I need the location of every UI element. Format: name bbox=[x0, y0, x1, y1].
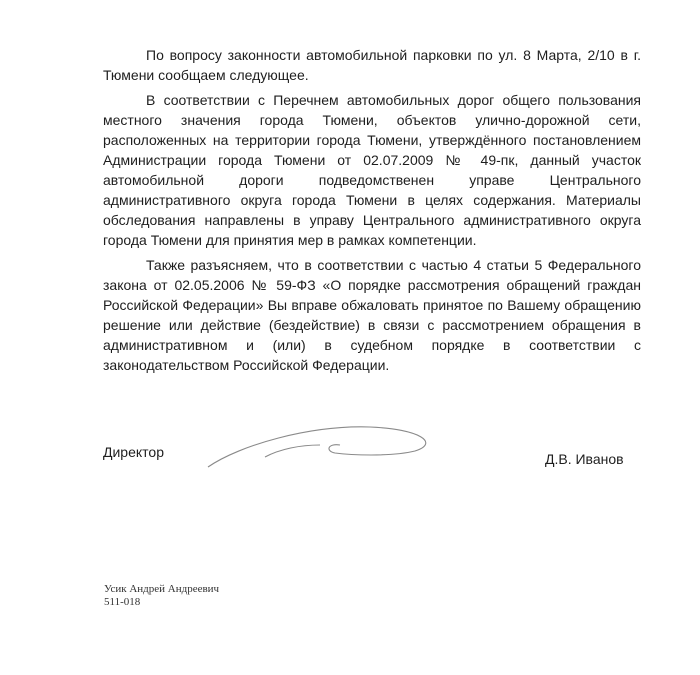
letter-body bbox=[103, 45, 641, 375]
executor-name: Усик Андрей Андреевич bbox=[104, 583, 220, 595]
executor-phone: 511-018 bbox=[104, 596, 141, 608]
signatory-position: Директор bbox=[103, 444, 164, 460]
paragraph-appeal-rights: Также разъясняем, что в соответствии с частью 4 статьи 5 Федерального закона от 02.05.2006 № 59-ФЗ «О порядке рассмотрения обращений граждан Российской Федерации» Вы вправе обжаловать принятое по Вашему обращению решение или действие (бездействие) в связи с рассмотрением обращения в административном и (или) в судебном порядке в соответствии с законодательством Российской Федерации. bbox=[103, 257, 641, 373]
executor-info bbox=[104, 583, 219, 609]
handwritten-signature bbox=[200, 415, 440, 475]
paragraph-road-jurisdiction: В соответствии с Перечнем автомобильных дорог общего пользования местного значения города Тюмени, объектов улично-дорожной сети, расположенных на территории города Тюмени, утверждённого постановлением Администрации города Тюмени от 02.07.2009 № 49-пк, данный участок автомобильной дороги подведомственен управе Центрального административного округа города Тюмени в целях содержания. Материалы обследования направлены в управу Центрального административного округа города Тюмени для принятия мер в рамках компетенции. bbox=[103, 92, 641, 248]
signatory-name: Д.В. Иванов bbox=[545, 451, 624, 467]
paragraph-parking-question: По вопросу законности автомобильной парковки по ул. 8 Марта, 2/10 в г. Тюмени сообщаем следующее. bbox=[103, 47, 641, 83]
